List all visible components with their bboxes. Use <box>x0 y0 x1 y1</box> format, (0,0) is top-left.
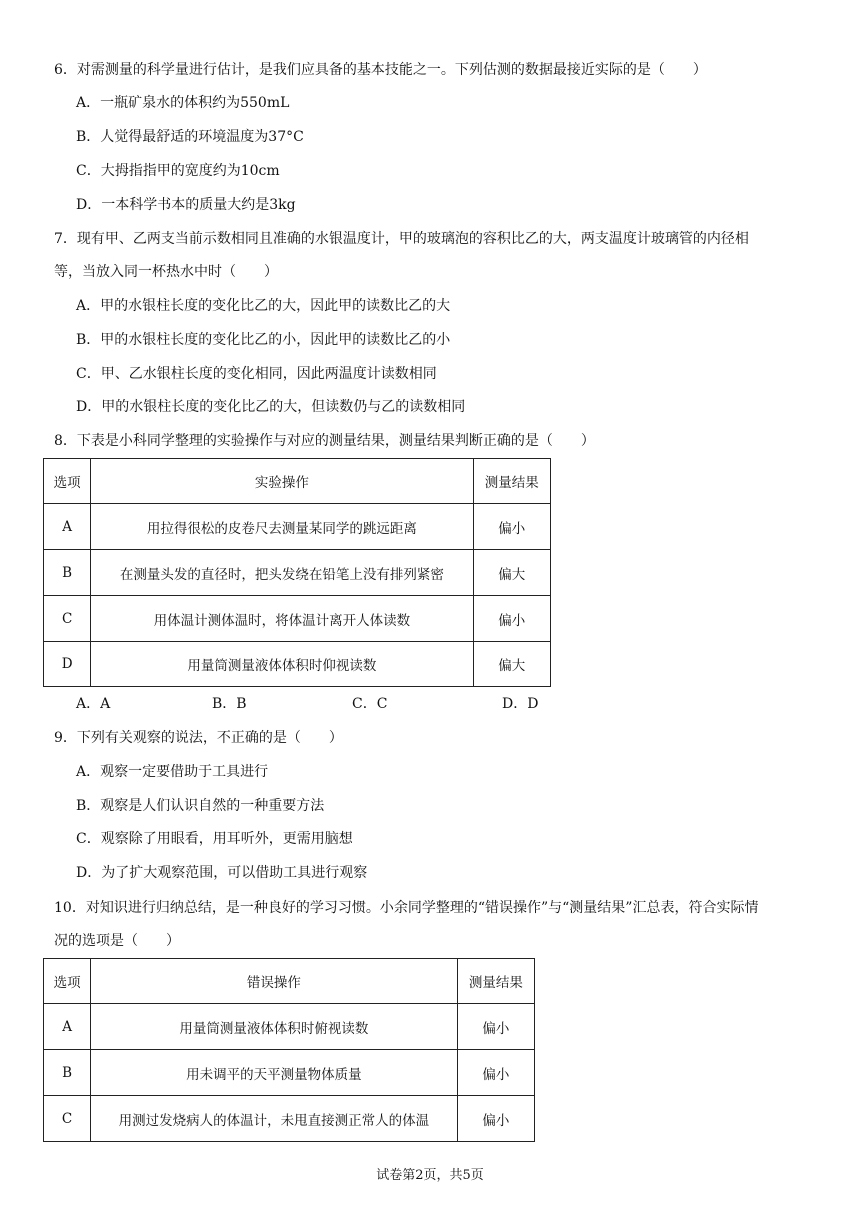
question-9-option-a: A．观察一定要借助于工具进行 <box>76 764 269 780</box>
table-cell: 偏大 <box>473 550 550 596</box>
question-8-stem: 8．下表是小科同学整理的实验操作与对应的测量结果，测量结果判断正确的是（ ） <box>54 433 595 449</box>
table-row <box>44 1004 535 1050</box>
table-header-cell: 测量结果 <box>457 959 534 1004</box>
page-footer: 试卷第2页，共5页 <box>376 1168 484 1183</box>
table-cell: 用体温计测体温时，将体温计离开人体读数 <box>91 596 473 642</box>
question-7-stem-line2: 等，当放入同一杯热水中时（ ） <box>54 264 278 280</box>
table-cell: 偏小 <box>457 1096 534 1142</box>
table-row <box>44 596 551 642</box>
table-cell: 偏小 <box>473 504 550 550</box>
table-cell: 用未调平的天平测量物体质量 <box>91 1050 457 1096</box>
table-cell: C <box>44 1096 91 1142</box>
question-8-option-c: C．C <box>352 696 388 712</box>
question-7-stem-line1: 7．现有甲、乙两支当前示数相同且准确的水银温度计，甲的玻璃泡的容积比乙的大，两支温度计玻璃管的内径相 <box>54 231 749 247</box>
table-row <box>44 642 551 687</box>
table-cell: 用量筒测量液体体积时仰视读数 <box>91 642 473 687</box>
table-cell: 偏小 <box>473 596 550 642</box>
question-9-option-d: D．为了扩大观察范围，可以借助工具进行观察 <box>76 865 368 881</box>
question-7-option-a: A．甲的水银柱长度的变化比乙的大，因此甲的读数比乙的大 <box>76 298 451 314</box>
table-row <box>44 550 551 596</box>
table-cell: A <box>44 1004 91 1050</box>
table-cell: B <box>44 550 91 596</box>
table-cell: C <box>44 596 91 642</box>
table-header-cell: 测量结果 <box>473 459 550 504</box>
table-header-cell: 选项 <box>44 959 91 1004</box>
question-8-option-d: D．D <box>502 696 539 712</box>
question-8-table <box>43 458 551 687</box>
table-cell: 用拉得很松的皮卷尺去测量某同学的跳远距离 <box>91 504 473 550</box>
question-10-table <box>43 958 535 1142</box>
question-6-stem: 6．对需测量的科学量进行估计，是我们应具备的基本技能之一。下列估测的数据最接近实际的是（ ） <box>54 62 707 78</box>
table-cell: 偏大 <box>473 642 550 687</box>
table-cell: D <box>44 642 91 687</box>
question-7-option-d: D．甲的水银柱长度的变化比乙的大，但读数仍与乙的读数相同 <box>76 399 466 415</box>
table-cell: 在测量头发的直径时，把头发绕在铅笔上没有排列紧密 <box>91 550 473 596</box>
question-6-option-a: A．一瓶矿泉水的体积约为550mL <box>76 95 290 111</box>
table-cell: 用量筒测量液体体积时俯视读数 <box>91 1004 457 1050</box>
table-row <box>44 1050 535 1096</box>
question-9-option-c: C．观察除了用眼看，用耳听外，更需用脑想 <box>76 831 353 847</box>
question-6-option-b: B．人觉得最舒适的环境温度为37°C <box>76 129 304 145</box>
table-cell: 偏小 <box>457 1004 534 1050</box>
question-10-stem-line2: 况的选项是（ ） <box>54 933 180 949</box>
question-7-option-c: C．甲、乙水银柱长度的变化相同，因此两温度计读数相同 <box>76 366 437 382</box>
table-header-cell: 实验操作 <box>91 459 473 504</box>
table-cell: A <box>44 504 91 550</box>
table-header-row <box>44 459 551 504</box>
question-8-option-b: B．B <box>212 696 247 712</box>
table-header-row <box>44 959 535 1004</box>
question-6-option-c: C．大拇指指甲的宽度约为10cm <box>76 163 280 179</box>
question-9-stem: 9．下列有关观察的说法，不正确的是（ ） <box>54 730 343 746</box>
table-cell: B <box>44 1050 91 1096</box>
table-cell: 用测过发烧病人的体温计，未甩直接测正常人的体温 <box>91 1096 457 1142</box>
table-cell: 偏小 <box>457 1050 534 1096</box>
question-8-option-a: A．A <box>76 696 111 712</box>
table-header-cell: 选项 <box>44 459 91 504</box>
question-7-option-b: B．甲的水银柱长度的变化比乙的小，因此甲的读数比乙的小 <box>76 332 451 348</box>
question-10-stem-line1: 10．对知识进行归纳总结，是一种良好的学习习惯。小余同学整理的“错误操作”与“测量结果”汇总表，符合实际情 <box>54 900 759 916</box>
question-6-option-d: D．一本科学书本的质量大约是3kg <box>76 197 296 213</box>
table-header-cell: 错误操作 <box>91 959 457 1004</box>
table-row <box>44 504 551 550</box>
table-row <box>44 1096 535 1142</box>
question-9-option-b: B．观察是人们认识自然的一种重要方法 <box>76 798 325 814</box>
